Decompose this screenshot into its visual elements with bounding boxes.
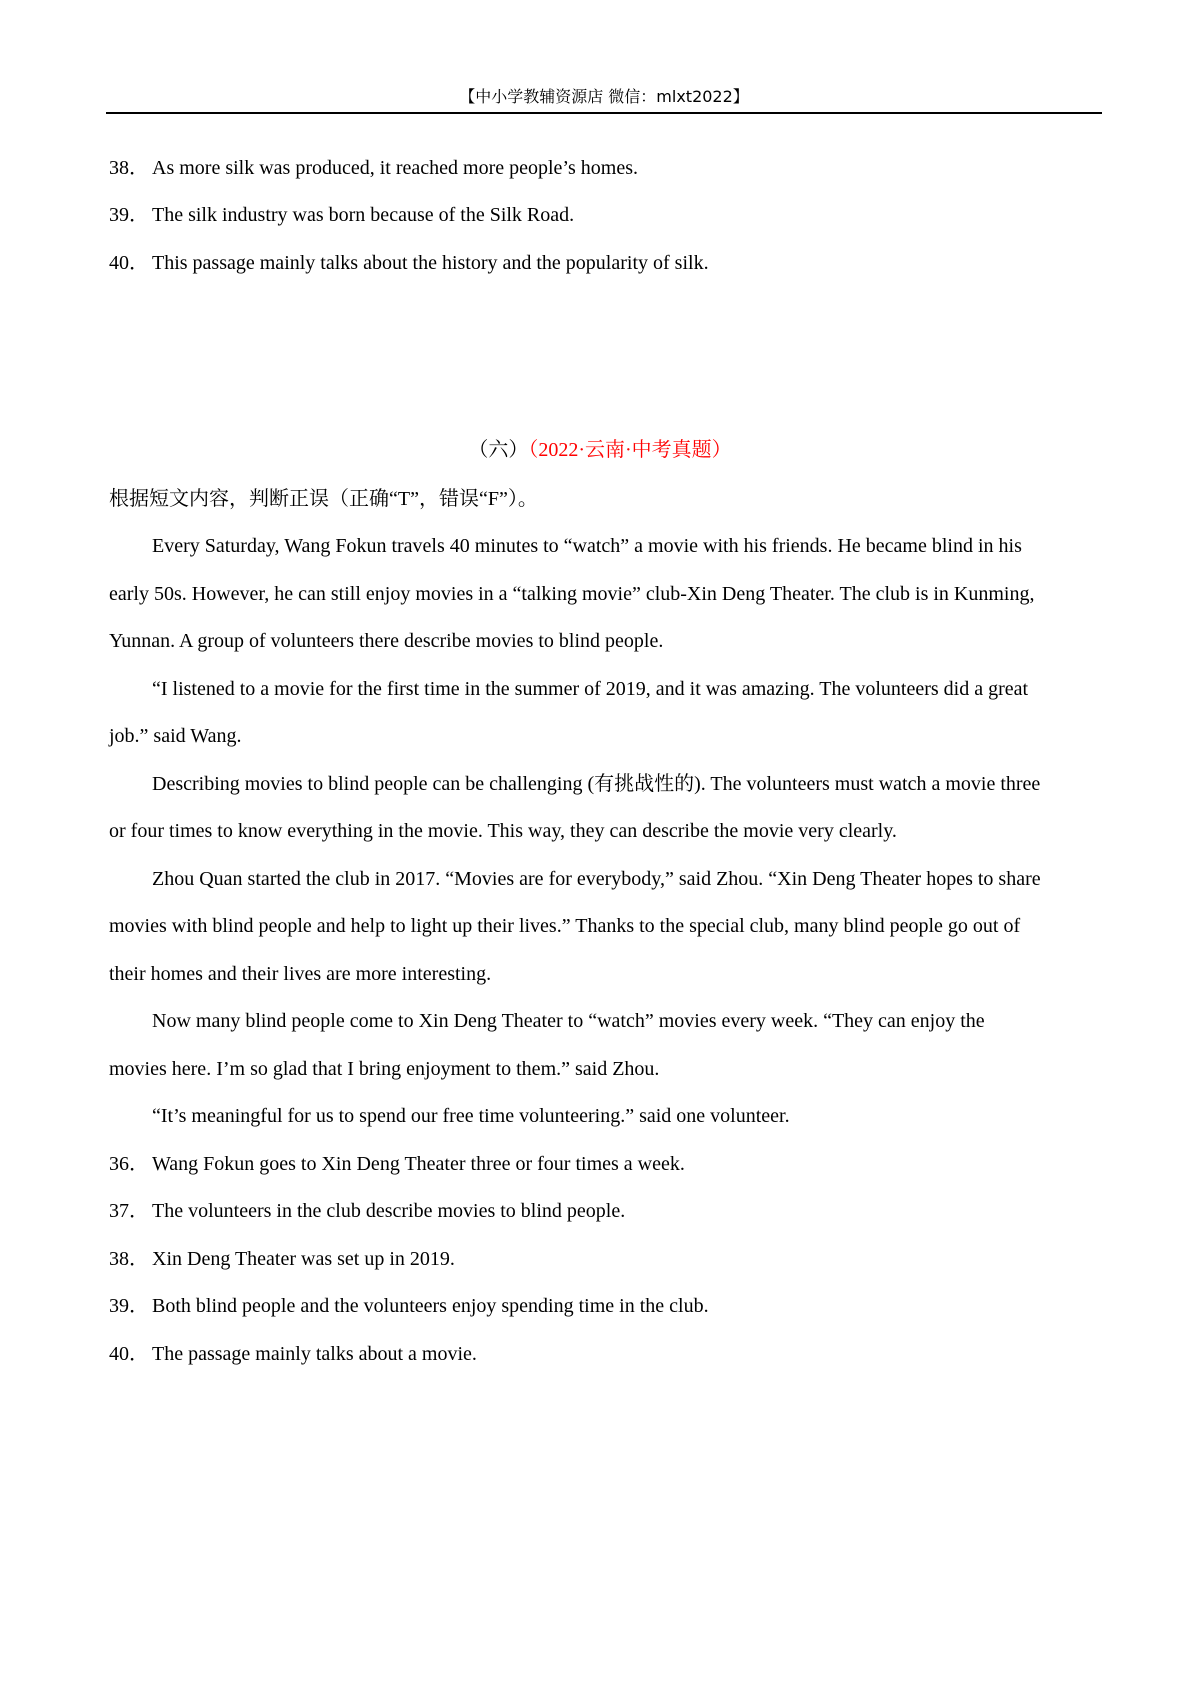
question-text: The volunteers in the club describe movies to blind people. [152, 1200, 626, 1222]
question-item [109, 1293, 709, 1319]
question-item [109, 1246, 455, 1272]
passage-line: “It’s meaningful for us to spend our free time volunteering.” said one volunteer. [152, 1105, 790, 1127]
passage-line: Zhou Quan started the club in 2017. “Movies are for everybody,” said Zhou. “Xin Deng Theater hopes to share [152, 868, 1041, 890]
section-source: （2022·云南·中考真题） [528, 439, 732, 461]
question-item [109, 1151, 685, 1177]
question-number: 40． [109, 1343, 149, 1365]
question-number: 38． [109, 157, 149, 179]
question-text: Wang Fokun goes to Xin Deng Theater three or four times a week. [152, 1153, 685, 1175]
passage-line: Now many blind people come to Xin Deng Theater to “watch” movies every week. “They can enjoy the [152, 1010, 985, 1032]
question-text: Both blind people and the volunteers enjoy spending time in the club. [152, 1295, 709, 1317]
question-number: 39． [109, 204, 149, 226]
section-number: （六） [468, 439, 529, 461]
passage-line: Describing movies to blind people can be challenging (有挑战性的). The volunteers must watch a movie three [152, 773, 1041, 795]
question-number: 38． [109, 1248, 149, 1270]
passage-line: their homes and their lives are more interesting. [109, 963, 492, 985]
question-text: This passage mainly talks about the history and the popularity of silk. [152, 252, 709, 274]
page-header [106, 82, 1102, 114]
question-item [109, 250, 709, 276]
question-item [109, 155, 638, 181]
question-text: The passage mainly talks about a movie. [152, 1343, 477, 1365]
section-instruction: 根据短文内容，判断正误（正确“T”，错误“F”）。 [109, 488, 538, 510]
question-number: 36． [109, 1153, 149, 1175]
passage-line: early 50s. However, he can still enjoy movies in a “talking movie” club-Xin Deng Theater. The club is in Kunming, [109, 583, 1035, 605]
question-item [109, 1198, 625, 1224]
question-text: Xin Deng Theater was set up in 2019. [152, 1248, 455, 1270]
question-text: As more silk was produced, it reached more people’s homes. [152, 157, 638, 179]
question-item [109, 202, 574, 228]
question-number: 40． [109, 252, 149, 274]
passage-line: or four times to know everything in the movie. This way, they can describe the movie very clearly. [109, 820, 897, 842]
passage-line: movies here. I’m so glad that I bring enjoyment to them.” said Zhou. [109, 1058, 660, 1080]
question-text: The silk industry was born because of the Silk Road. [152, 204, 575, 226]
passage-line: Every Saturday, Wang Fokun travels 40 minutes to “watch” a movie with his friends. He became blind in his [152, 535, 1022, 557]
passage-line: movies with blind people and help to light up their lives.” Thanks to the special club, many blind people go out of [109, 915, 1021, 937]
section-title [0, 437, 1200, 463]
question-number: 37． [109, 1200, 149, 1222]
passage-line: Yunnan. A group of volunteers there describe movies to blind people. [109, 630, 664, 652]
passage-line: “I listened to a movie for the first time in the summer of 2019, and it was amazing. The volunteers did a great [152, 678, 1029, 700]
question-number: 39． [109, 1295, 149, 1317]
question-item [109, 1341, 477, 1367]
header-text: 【中小学教辅资源店 微信：mlxt2022】 [459, 87, 749, 106]
passage-line: job.” said Wang. [109, 725, 242, 747]
